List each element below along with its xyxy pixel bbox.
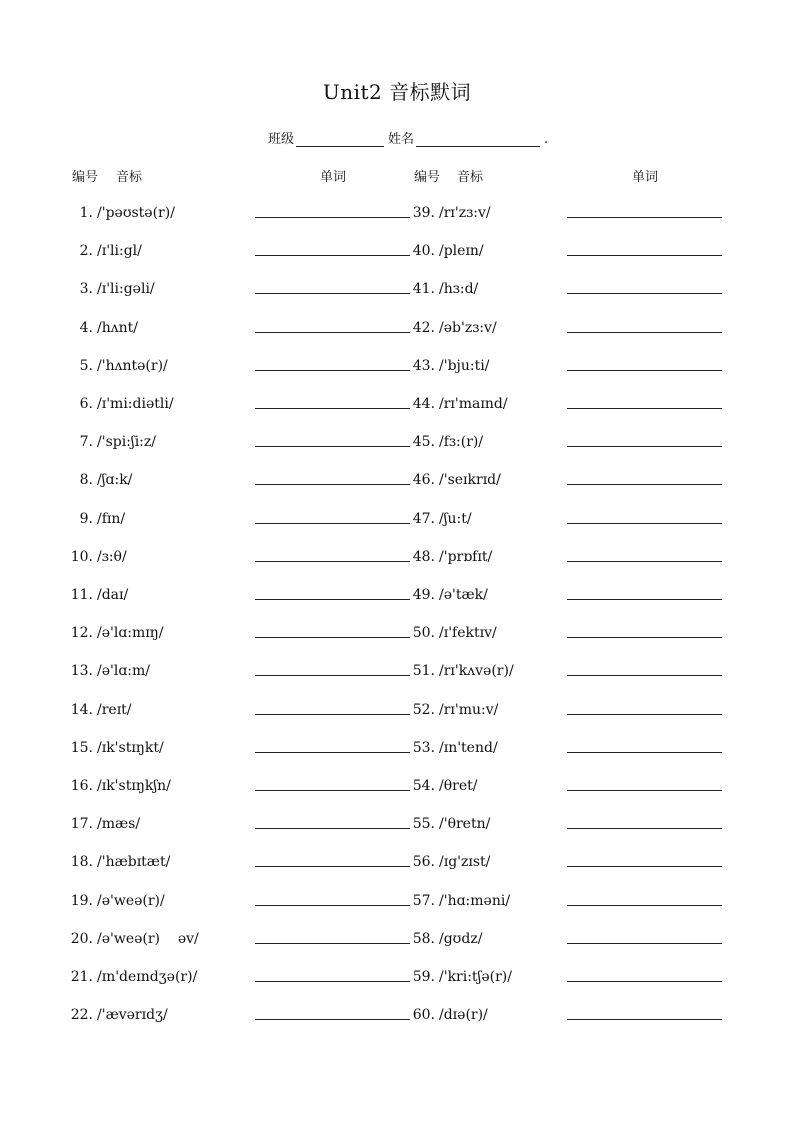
answer-blank[interactable] bbox=[567, 637, 722, 638]
class-blank[interactable] bbox=[296, 132, 384, 147]
item-number: 58. bbox=[412, 931, 435, 947]
vocab-row bbox=[63, 546, 127, 568]
item-number: 1. bbox=[79, 205, 93, 221]
answer-blank[interactable] bbox=[255, 981, 410, 982]
phonetic-transcription: /ə'lɑ:mɪŋ/ bbox=[97, 625, 164, 641]
item-number: 14. bbox=[70, 702, 93, 718]
answer-blank[interactable] bbox=[567, 675, 722, 676]
vocab-row bbox=[405, 393, 508, 415]
phonetic-transcription: /ɪg'zɪst/ bbox=[439, 854, 491, 870]
vocab-row bbox=[405, 699, 498, 721]
vocab-row bbox=[63, 660, 150, 682]
answer-blank[interactable] bbox=[567, 943, 722, 944]
item-number: 44. bbox=[412, 396, 435, 412]
phonetic-transcription: /hʌnt/ bbox=[97, 320, 139, 336]
right-header-number: 编号 bbox=[414, 170, 441, 185]
phonetic-transcription: /'hɑ:məni/ bbox=[439, 893, 511, 909]
phonetic-transcription: /ə'lɑ:m/ bbox=[97, 663, 150, 679]
item-number: 21. bbox=[70, 969, 93, 985]
vocab-row bbox=[63, 240, 142, 262]
answer-blank[interactable] bbox=[255, 1019, 410, 1020]
answer-blank[interactable] bbox=[567, 905, 722, 906]
answer-blank[interactable] bbox=[255, 675, 410, 676]
answer-blank[interactable] bbox=[255, 332, 410, 333]
vocab-row bbox=[405, 469, 501, 491]
item-number: 20. bbox=[70, 931, 93, 947]
vocab-row bbox=[63, 1004, 168, 1026]
item-number: 13. bbox=[70, 663, 93, 679]
item-number: 54. bbox=[412, 778, 435, 794]
answer-blank[interactable] bbox=[567, 484, 722, 485]
answer-blank[interactable] bbox=[255, 561, 410, 562]
vocab-row bbox=[63, 699, 132, 721]
answer-blank[interactable] bbox=[255, 714, 410, 715]
item-number: 11. bbox=[70, 587, 93, 603]
answer-blank[interactable] bbox=[567, 332, 722, 333]
phonetic-transcription: /'θretn/ bbox=[439, 816, 491, 832]
item-number: 56. bbox=[412, 854, 435, 870]
item-number: 43. bbox=[412, 358, 435, 374]
answer-blank[interactable] bbox=[255, 370, 410, 371]
item-number: 47. bbox=[412, 511, 435, 527]
item-number: 10. bbox=[70, 549, 93, 565]
vocab-row bbox=[405, 928, 482, 950]
right-header-phonetic: 音标 bbox=[457, 170, 484, 185]
item-number: 51. bbox=[412, 663, 435, 679]
phonetic-transcription: /ɪn'tend/ bbox=[439, 740, 498, 756]
phonetic-transcription: /ə'tæk/ bbox=[439, 587, 488, 603]
vocab-row bbox=[63, 890, 165, 912]
item-number: 57. bbox=[412, 893, 435, 909]
answer-blank[interactable] bbox=[567, 255, 722, 256]
answer-blank[interactable] bbox=[255, 255, 410, 256]
page-title: Unit2 音标默词 bbox=[322, 80, 472, 104]
phonetic-transcription: /'seɪkrɪd/ bbox=[439, 472, 501, 488]
answer-blank[interactable] bbox=[255, 828, 410, 829]
item-number: 2. bbox=[79, 243, 93, 259]
answer-blank[interactable] bbox=[567, 217, 722, 218]
item-number: 45. bbox=[412, 434, 435, 450]
answer-blank[interactable] bbox=[255, 599, 410, 600]
phonetic-transcription: /ɪk'stɪŋkʃn/ bbox=[97, 778, 171, 794]
answer-blank[interactable] bbox=[255, 408, 410, 409]
answer-blank[interactable] bbox=[567, 408, 722, 409]
vocab-row bbox=[63, 202, 175, 224]
answer-blank[interactable] bbox=[255, 484, 410, 485]
class-label: 班级 bbox=[268, 132, 295, 147]
answer-blank[interactable] bbox=[567, 828, 722, 829]
vocab-row bbox=[63, 355, 168, 377]
item-number: 15. bbox=[70, 740, 93, 756]
phonetic-transcription: /pleɪn/ bbox=[439, 243, 484, 259]
item-number: 50. bbox=[412, 625, 435, 641]
vocab-row bbox=[63, 393, 174, 415]
vocab-row bbox=[405, 584, 488, 606]
phonetic-transcription: /ə'weə(r)/ bbox=[97, 893, 165, 909]
phonetic-transcription: /fɜ:(r)/ bbox=[439, 434, 484, 450]
item-number: 7. bbox=[79, 434, 93, 450]
vocab-row bbox=[405, 813, 490, 835]
answer-blank[interactable] bbox=[567, 599, 722, 600]
vocab-row bbox=[63, 622, 164, 644]
vocab-row bbox=[405, 508, 472, 530]
answer-blank[interactable] bbox=[567, 370, 722, 371]
vocab-row bbox=[405, 890, 510, 912]
phonetic-transcription: /ɪ'fektɪv/ bbox=[439, 625, 497, 641]
answer-blank[interactable] bbox=[567, 790, 722, 791]
item-number: 55. bbox=[412, 816, 435, 832]
item-number: 39. bbox=[412, 205, 435, 221]
phonetic-transcription: /'hæbɪtæt/ bbox=[97, 854, 171, 870]
phonetic-transcription: /ɪn'deɪndʒə(r)/ bbox=[97, 969, 198, 985]
phonetic-transcription: /rɪ'kʌvə(r)/ bbox=[439, 663, 514, 679]
phonetic-transcription: /fɪn/ bbox=[97, 511, 126, 527]
item-number: 3. bbox=[79, 281, 93, 297]
item-number: 48. bbox=[412, 549, 435, 565]
phonetic-transcription: /ʃu:t/ bbox=[439, 511, 472, 527]
answer-blank[interactable] bbox=[255, 866, 410, 867]
answer-blank[interactable] bbox=[255, 523, 410, 524]
phonetic-transcription: /mæs/ bbox=[97, 816, 141, 832]
phonetic-transcription: /rɪ'zɜ:v/ bbox=[439, 205, 491, 221]
end-mark: . bbox=[544, 132, 549, 147]
answer-blank[interactable] bbox=[255, 637, 410, 638]
item-number: 60. bbox=[412, 1007, 435, 1023]
answer-blank[interactable] bbox=[567, 446, 722, 447]
name-blank[interactable] bbox=[416, 132, 540, 147]
vocab-row bbox=[63, 775, 171, 797]
vocab-row bbox=[405, 355, 489, 377]
phonetic-transcription: /ə'weə(r) əv/ bbox=[97, 931, 199, 947]
vocab-row bbox=[405, 317, 497, 339]
phonetic-transcription: /'spi:ʃi:z/ bbox=[97, 434, 156, 450]
vocab-row bbox=[63, 469, 132, 491]
phonetic-transcription: /gʊdz/ bbox=[439, 931, 483, 947]
vocab-row bbox=[405, 546, 492, 568]
answer-blank[interactable] bbox=[567, 981, 722, 982]
phonetic-transcription: /rɪ'maɪnd/ bbox=[439, 396, 508, 412]
answer-blank[interactable] bbox=[255, 752, 410, 753]
phonetic-transcription: /reɪt/ bbox=[97, 702, 132, 718]
vocab-row bbox=[405, 622, 497, 644]
vocab-row bbox=[63, 851, 170, 873]
item-number: 16. bbox=[70, 778, 93, 794]
vocab-row bbox=[405, 660, 514, 682]
item-number: 12. bbox=[70, 625, 93, 641]
phonetic-transcription: /ɪ'mi:diətli/ bbox=[97, 396, 174, 412]
phonetic-transcription: /'kri:tʃə(r)/ bbox=[439, 969, 512, 985]
phonetic-transcription: /əb'zɜ:v/ bbox=[439, 320, 497, 336]
answer-blank[interactable] bbox=[255, 446, 410, 447]
phonetic-transcription: /ɪ'li:gl/ bbox=[97, 243, 142, 259]
phonetic-transcription: /dɪə(r)/ bbox=[439, 1007, 488, 1023]
vocab-row bbox=[63, 431, 156, 453]
item-number: 22. bbox=[70, 1007, 93, 1023]
answer-blank[interactable] bbox=[255, 790, 410, 791]
vocab-row bbox=[63, 584, 128, 606]
answer-blank[interactable] bbox=[567, 523, 722, 524]
item-number: 17. bbox=[70, 816, 93, 832]
answer-blank[interactable] bbox=[255, 943, 410, 944]
phonetic-transcription: /'pəʊstə(r)/ bbox=[97, 205, 175, 221]
item-number: 19. bbox=[70, 893, 93, 909]
left-header-phonetic: 音标 bbox=[116, 170, 143, 185]
vocab-row bbox=[405, 431, 483, 453]
right-header-word: 单词 bbox=[632, 170, 659, 185]
phonetic-transcription: /ɪ'li:gəli/ bbox=[97, 281, 155, 297]
phonetic-transcription: /'bju:ti/ bbox=[439, 358, 490, 374]
item-number: 18. bbox=[70, 854, 93, 870]
vocab-row bbox=[405, 966, 512, 988]
vocab-row bbox=[63, 813, 140, 835]
answer-blank[interactable] bbox=[567, 1019, 722, 1020]
vocab-row bbox=[63, 278, 155, 300]
answer-blank[interactable] bbox=[255, 905, 410, 906]
vocab-row bbox=[63, 508, 125, 530]
phonetic-transcription: /ʃɑ:k/ bbox=[97, 472, 133, 488]
phonetic-transcription: /'prɒfɪt/ bbox=[439, 549, 493, 565]
vocab-row bbox=[63, 317, 138, 339]
left-header-word: 单词 bbox=[320, 170, 347, 185]
item-number: 46. bbox=[412, 472, 435, 488]
answer-blank[interactable] bbox=[255, 293, 410, 294]
item-number: 52. bbox=[412, 702, 435, 718]
vocab-row bbox=[405, 240, 484, 262]
vocab-row bbox=[405, 278, 478, 300]
left-header-number: 编号 bbox=[72, 170, 99, 185]
item-number: 41. bbox=[412, 281, 435, 297]
answer-blank[interactable] bbox=[567, 561, 722, 562]
phonetic-transcription: /'ævərɪdʒ/ bbox=[97, 1007, 168, 1023]
answer-blank[interactable] bbox=[255, 217, 410, 218]
item-number: 53. bbox=[412, 740, 435, 756]
phonetic-transcription: /rɪ'mu:v/ bbox=[439, 702, 499, 718]
answer-blank[interactable] bbox=[567, 714, 722, 715]
vocab-row bbox=[405, 1004, 488, 1026]
item-number: 5. bbox=[79, 358, 93, 374]
name-label: 姓名 bbox=[388, 132, 415, 147]
student-info bbox=[268, 128, 548, 147]
item-number: 59. bbox=[412, 969, 435, 985]
item-number: 42. bbox=[412, 320, 435, 336]
phonetic-transcription: /ɪk'stɪŋkt/ bbox=[97, 740, 164, 756]
vocab-row bbox=[405, 775, 477, 797]
vocab-row bbox=[63, 928, 199, 950]
answer-blank[interactable] bbox=[567, 866, 722, 867]
vocab-row bbox=[405, 851, 490, 873]
answer-blank[interactable] bbox=[567, 293, 722, 294]
vocab-row bbox=[405, 202, 491, 224]
item-number: 4. bbox=[79, 320, 93, 336]
phonetic-transcription: /'hʌntə(r)/ bbox=[97, 358, 168, 374]
phonetic-transcription: /hɜ:d/ bbox=[439, 281, 479, 297]
phonetic-transcription: /daɪ/ bbox=[97, 587, 129, 603]
vocab-row bbox=[405, 737, 498, 759]
phonetic-transcription: /θret/ bbox=[439, 778, 478, 794]
vocab-row bbox=[63, 966, 197, 988]
vocab-row bbox=[63, 737, 164, 759]
item-number: 6. bbox=[79, 396, 93, 412]
answer-blank[interactable] bbox=[567, 752, 722, 753]
item-number: 49. bbox=[412, 587, 435, 603]
phonetic-transcription: /ɜ:θ/ bbox=[97, 549, 127, 565]
item-number: 40. bbox=[412, 243, 435, 259]
item-number: 9. bbox=[79, 511, 93, 527]
item-number: 8. bbox=[79, 472, 93, 488]
